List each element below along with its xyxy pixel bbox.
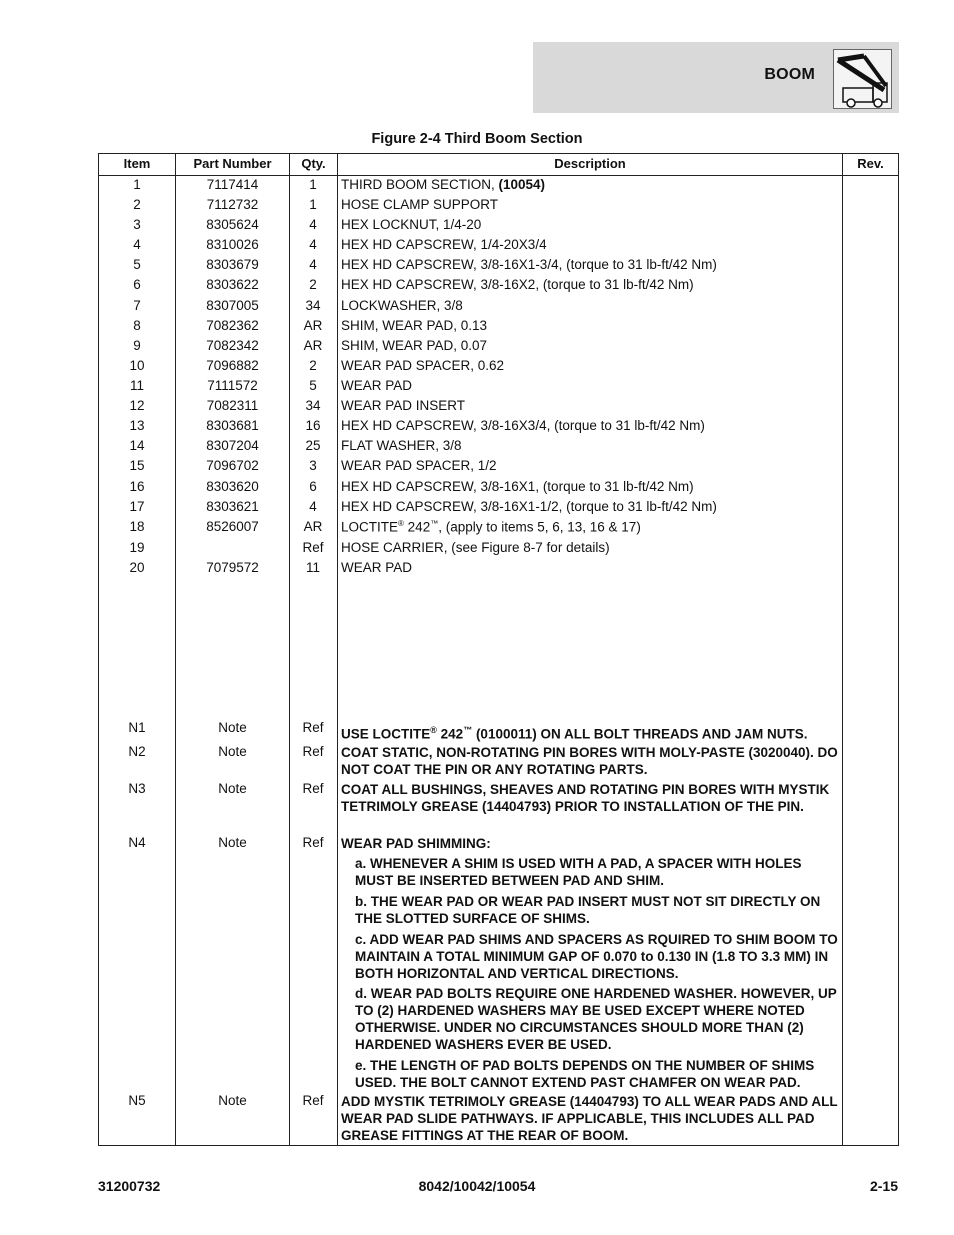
quantity: 2 [309, 277, 317, 292]
part-number: 8303681 [206, 418, 259, 433]
table-row [99, 436, 898, 456]
part-number: 8307005 [206, 298, 259, 313]
table-row [99, 517, 898, 537]
note-quantity: Ref [302, 744, 324, 759]
note-text: ADD MYSTIK TETRIMOLY GREASE (14404793) TO ALL WEAR PADS AND ALL WEAR PAD SLIDE PATHWAYS. IF APPLICABLE, THIS INCLUDES ALL PAD GREASE FITTINGS AT THE REAR OF BOOM. [341, 1094, 838, 1143]
item-number: 4 [133, 237, 141, 252]
part-number: 8303621 [206, 499, 259, 514]
table-row [99, 356, 898, 376]
part-number: 7096702 [206, 458, 259, 473]
note-subitem: e. THE LENGTH OF PAD BOLTS DEPENDS ON THE NUMBER OF SHIMS USED. THE BOLT CANNOT EXTEND PAST CHAMFER ON WEAR PAD. [355, 1058, 815, 1090]
table-row [99, 336, 898, 356]
item-number: 5 [133, 257, 141, 272]
quantity: 34 [305, 398, 321, 413]
note-text-part: USE LOCTITE [341, 726, 431, 742]
table-row [99, 396, 898, 416]
table-row [99, 497, 898, 517]
item-number: 6 [133, 277, 141, 292]
table-row [99, 558, 898, 578]
table-row [99, 275, 898, 295]
note-item: N4 [128, 835, 146, 850]
description: HEX HD CAPSCREW, 1/4-20X3/4 [341, 237, 547, 252]
table-row [99, 376, 898, 396]
table-row [99, 296, 898, 316]
item-number: 16 [129, 479, 145, 494]
note-item: N1 [128, 720, 146, 735]
item-number: 10 [129, 358, 145, 373]
quantity: 2 [309, 358, 317, 373]
part-number: 7082311 [206, 398, 259, 413]
description [341, 177, 545, 192]
description-text: 242 [403, 519, 431, 535]
boom-truck-icon [833, 49, 892, 109]
table-row [99, 235, 898, 255]
note-text: COAT ALL BUSHINGS, SHEAVES AND ROTATING PIN BORES WITH MYSTIK TETRIMOLY GREASE (14404793) PRIOR TO INSTALLATION OF THE PIN. [341, 782, 830, 814]
item-number: 17 [129, 499, 145, 514]
description: WEAR PAD [341, 378, 413, 393]
quantity: 4 [309, 237, 317, 252]
footer-models: 8042/10042/10054 [418, 1178, 536, 1194]
quantity: 4 [309, 217, 317, 232]
quantity: 1 [309, 197, 317, 212]
item-number: 7 [133, 298, 141, 313]
note-item: N5 [128, 1093, 146, 1108]
part-number: 7082362 [206, 318, 259, 333]
note-subitem: d. WEAR PAD BOLTS REQUIRE ONE HARDENED WASHER. HOWEVER, UP TO (2) HARDENED WASHERS MAY BE USED EXCEPT WHERE NOTED OTHERWISE. UNDER NO CIRCUMSTANCES SHOULD MORE THAN (2) HARDENED WASHERS EVER BE USED. [355, 986, 837, 1052]
quantity: 3 [309, 458, 317, 473]
part-number: 7112732 [206, 197, 259, 212]
description [341, 519, 641, 535]
table-row [99, 316, 898, 336]
note-quantity: Ref [302, 1093, 324, 1108]
quantity: 34 [305, 298, 321, 313]
figure-title: Figure 2-4 Third Boom Section [371, 131, 583, 147]
note-text-part: (0100011) ON ALL BOLT THREADS AND JAM NUTS. [472, 726, 808, 742]
item-number: 9 [133, 338, 141, 353]
description: WEAR PAD [341, 560, 413, 575]
quantity: 16 [305, 418, 321, 433]
item-number: 20 [129, 560, 145, 575]
description: HEX HD CAPSCREW, 3/8-16X1-1/2, (torque to 31 lb-ft/42 Nm) [341, 499, 717, 514]
note-text [341, 722, 841, 743]
part-number: 7079572 [206, 560, 259, 575]
quantity: 25 [305, 438, 321, 453]
description: SHIM, WEAR PAD, 0.13 [341, 318, 488, 333]
table-row [99, 416, 898, 436]
description-text: THIRD BOOM SECTION, [341, 177, 499, 192]
item-number: 18 [129, 519, 145, 534]
note-subitem: c. ADD WEAR PAD SHIMS AND SPACERS AS RQUIRED TO SHIM BOOM TO MAINTAIN A TOTAL MINIMUM GAP OF 0.070 to 0.130 IN (1.8 TO 3.3 MM) IN BOTH HORIZONTAL AND VERTICAL DIRECTIONS. [355, 932, 838, 981]
footer-doc-number: 31200732 [98, 1178, 161, 1194]
item-number: 13 [129, 418, 145, 433]
note-part-number: Note [218, 1093, 247, 1108]
part-number: 7096882 [206, 358, 259, 373]
registered-mark: ® [398, 519, 404, 528]
description: WEAR PAD SPACER, 0.62 [341, 358, 505, 373]
part-number: 7082342 [206, 338, 259, 353]
quantity: 6 [309, 479, 317, 494]
part-number: 8303620 [206, 479, 259, 494]
section-tab [533, 42, 899, 113]
description: HOSE CARRIER, (see Figure 8-7 for details) [341, 540, 610, 555]
item-number: 14 [129, 438, 145, 453]
note-quantity: Ref [302, 720, 324, 735]
description: LOCKWASHER, 3/8 [341, 298, 463, 313]
item-number: 8 [133, 318, 141, 333]
part-number: 7111572 [207, 378, 258, 393]
note-text: COAT STATIC, NON-ROTATING PIN BORES WITH MOLY-PASTE (3020040). DO NOT COAT THE PIN OR ANY ROTATING PARTS. [341, 745, 838, 777]
quantity: Ref [302, 540, 324, 555]
registered-mark: ® [430, 725, 437, 735]
description-model: (10054) [498, 177, 546, 192]
description: WEAR PAD INSERT [341, 398, 466, 413]
trademark-mark: ™ [463, 725, 473, 735]
item-number: 2 [133, 197, 141, 212]
part-number: 8305624 [206, 217, 259, 232]
part-number: 8307204 [206, 438, 259, 453]
note-part-number: Note [218, 720, 247, 735]
note-text-part: 242 [436, 726, 464, 742]
table-row [99, 255, 898, 275]
description-text: , (apply to items 5, 6, 13, 16 & 17) [438, 519, 641, 535]
table-row [99, 175, 898, 195]
column-header-part-number: Part Number [193, 156, 272, 171]
part-number: 8303622 [206, 277, 259, 292]
description: HOSE CLAMP SUPPORT [341, 197, 499, 212]
description: WEAR PAD SPACER, 1/2 [341, 458, 497, 473]
note-item: N2 [128, 744, 146, 759]
section-title: BOOM [764, 66, 815, 83]
item-number: 19 [129, 540, 145, 555]
parts-table [98, 153, 899, 1146]
table-row [99, 538, 898, 558]
item-number: 15 [129, 458, 145, 473]
item-number: 12 [129, 398, 145, 413]
description: HEX HD CAPSCREW, 3/8-16X3/4, (torque to 31 lb-ft/42 Nm) [341, 418, 705, 433]
part-number: 8310026 [206, 237, 259, 252]
description: FLAT WASHER, 3/8 [341, 438, 462, 453]
column-header-rev: Rev. [857, 156, 884, 171]
part-number: 8303679 [206, 257, 259, 272]
quantity: 11 [305, 560, 320, 575]
quantity: AR [303, 318, 323, 333]
part-number: 8526007 [206, 519, 259, 534]
item-number: 11 [129, 378, 144, 393]
part-number: 7117414 [206, 177, 259, 192]
description: SHIM, WEAR PAD, 0.07 [341, 338, 488, 353]
trademark-mark: ™ [430, 519, 439, 528]
quantity: AR [303, 519, 323, 534]
note-subitem: a. WHENEVER A SHIM IS USED WITH A PAD, A SPACER WITH HOLES MUST BE INSERTED BETWEEN PAD AND SHIM. [355, 856, 802, 888]
quantity: 4 [309, 257, 317, 272]
note-subitem: b. THE WEAR PAD OR WEAR PAD INSERT MUST NOT SIT DIRECTLY ON THE SLOTTED SURFACE OF SHIMS. [355, 894, 821, 926]
description: HEX LOCKNUT, 1/4-20 [341, 217, 482, 232]
note-quantity: Ref [302, 781, 324, 796]
note-part-number: Note [218, 781, 247, 796]
quantity: 4 [309, 499, 317, 514]
table-row [99, 215, 898, 235]
table-row [99, 456, 898, 476]
description: HEX HD CAPSCREW, 3/8-16X1-3/4, (torque to 31 lb-ft/42 Nm) [341, 257, 717, 272]
note-text: WEAR PAD SHIMMING: [341, 836, 491, 851]
quantity: 5 [309, 378, 317, 393]
column-header-description: Description [554, 156, 626, 171]
item-number: 3 [133, 217, 141, 232]
note-part-number: Note [218, 744, 247, 759]
quantity: AR [303, 338, 323, 353]
item-number: 1 [133, 177, 141, 192]
footer-page-number: 2-15 [869, 1178, 898, 1194]
column-header-qty: Qty. [301, 156, 326, 171]
description: HEX HD CAPSCREW, 3/8-16X1, (torque to 31 lb-ft/42 Nm) [341, 479, 694, 494]
column-header-item: Item [123, 156, 151, 171]
description: HEX HD CAPSCREW, 3/8-16X2, (torque to 31 lb-ft/42 Nm) [341, 277, 694, 292]
note-quantity: Ref [302, 835, 324, 850]
note-item: N3 [128, 781, 146, 796]
table-row [99, 477, 898, 497]
note-part-number: Note [218, 835, 247, 850]
description-text: LOCTITE [341, 519, 399, 535]
table-row [99, 195, 898, 215]
quantity: 1 [309, 177, 317, 192]
